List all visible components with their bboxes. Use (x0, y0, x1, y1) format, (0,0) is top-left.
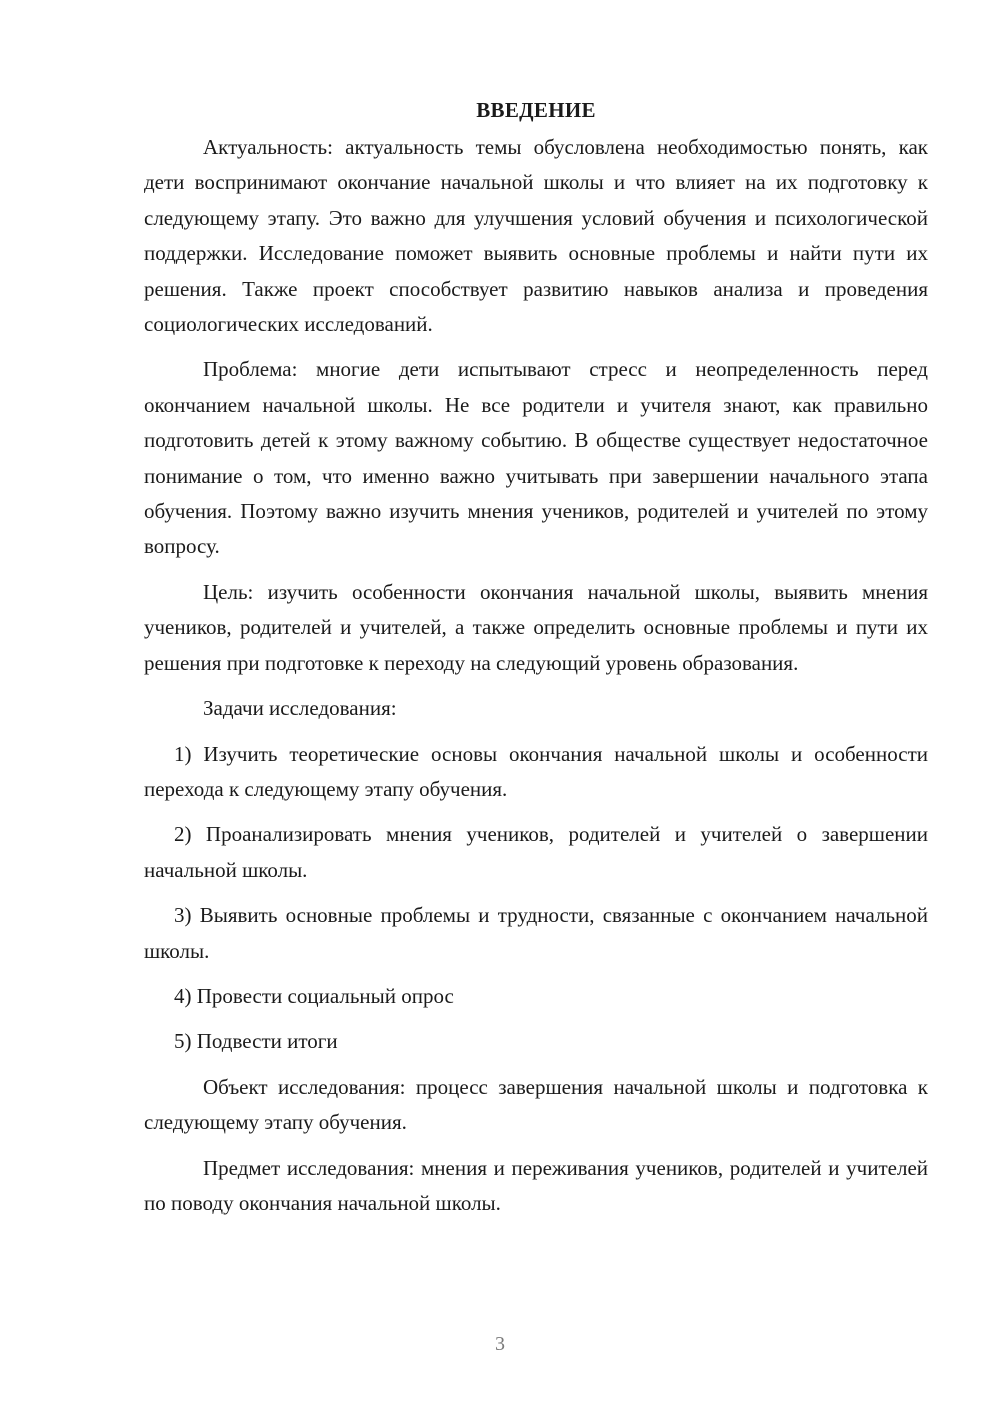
task-item-2: 2) Проанализировать мнения учеников, родителей и учителей о завершении начальной школы. (144, 822, 928, 882)
paragraph-problem: Проблема: многие дети испытывают стресс и неопределенность перед окончанием начальной школы. Не все родители и учителя знают, как правильно подготовить детей к этому важному событию. В обществе существует недостаточное понимание о том, что именно важно учитывать при завершении начального этапа обучения. Поэтому важно изучить мнения учеников, родителей и учителей по этому вопросу. (144, 357, 928, 559)
paragraph-goal: Цель: изучить особенности окончания начальной школы, выявить мнения учеников, родителей и учителей, а также определить основные проблемы и пути их решения при подготовке к переходу на следующий уровень образования. (144, 579, 928, 675)
section-heading: ВВЕДЕНИЕ (476, 98, 596, 122)
task-item-4: 4) Провести социальный опрос (174, 983, 454, 1008)
page-number: 3 (495, 1333, 505, 1355)
paragraph-relevance: Актуальность: актуальность темы обусловлена необходимостью понять, как дети воспринимают окончание начальной школы и что влияет на их подготовку к следующему этапу. Это важно для улучшения условий обучения и психологической поддержки. Исследование поможет выявить основные проблемы и найти пути их решения. Также проект способствует развитию навыков анализа и проведения социологических исследований. (144, 135, 928, 337)
tasks-heading: Задачи исследования: (203, 696, 397, 721)
task-item-3: 3) Выявить основные проблемы и трудности, связанные с окончанием начальной школы. (144, 903, 928, 963)
paragraph-subject: Предмет исследования: мнения и переживания учеников, родителей и учителей по поводу окончания начальной школы. (144, 1155, 928, 1215)
task-item-5: 5) Подвести итоги (174, 1029, 338, 1054)
paragraph-object: Объект исследования: процесс завершения начальной школы и подготовка к следующему этапу обучения. (144, 1074, 928, 1135)
document-page (144, 92, 928, 1231)
task-item-1: 1) Изучить теоретические основы окончания начальной школы и особенности перехода к следующему этапу обучения. (144, 741, 928, 801)
tasks-list (144, 737, 928, 1060)
